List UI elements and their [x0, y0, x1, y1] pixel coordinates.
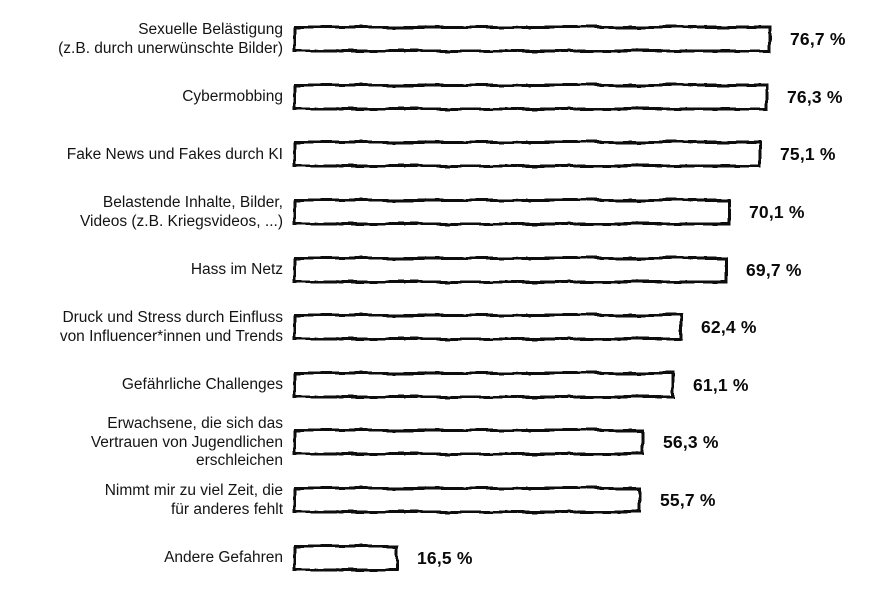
- value-label: 69,7 %: [746, 259, 802, 280]
- chart-row: [0, 357, 870, 415]
- category-label: Hass im Netz: [190, 260, 283, 278]
- category-label: Andere Gefahren: [164, 548, 283, 566]
- category-label: Nimmt mir zu viel Zeit, die für anderes fehlt: [104, 481, 283, 518]
- category-label: Sexuelle Belästigung (z.B. durch unerwünschte Bilder): [58, 20, 283, 57]
- bar: [291, 138, 764, 171]
- value-label: 55,7 %: [660, 490, 716, 511]
- bar: [291, 23, 774, 56]
- chart-row: [0, 241, 870, 299]
- value-label: 56,3 %: [663, 432, 719, 453]
- chart-row: [0, 529, 870, 587]
- category-label: Erwachsene, die sich das Vertrauen von Jugendlichen erschleichen: [90, 414, 283, 470]
- chart-row: [0, 472, 870, 530]
- bar: [291, 369, 677, 402]
- bar: [291, 311, 685, 344]
- value-label: 70,1 %: [749, 202, 805, 223]
- chart-row: [0, 414, 870, 472]
- chart-row: [0, 184, 870, 242]
- category-label: Fake News und Fakes durch KI: [66, 145, 283, 163]
- category-label: Belastende Inhalte, Bilder, Videos (z.B. Kriegsvideos, ...): [79, 193, 283, 230]
- value-label: 61,1 %: [693, 374, 749, 395]
- category-label: Cybermobbing: [182, 87, 283, 105]
- value-label: 16,5 %: [417, 547, 473, 568]
- value-label: 62,4 %: [701, 317, 757, 338]
- value-label: 76,7 %: [790, 29, 846, 50]
- value-label: 76,3 %: [787, 86, 843, 107]
- bar: [291, 484, 644, 517]
- bar: [291, 254, 730, 287]
- chart-row: [0, 126, 870, 184]
- chart-row: [0, 299, 870, 357]
- bar: [291, 542, 401, 575]
- bar: [291, 426, 647, 459]
- category-label: Gefährliche Challenges: [121, 375, 283, 393]
- chart-row: [0, 11, 870, 69]
- bar: [291, 81, 771, 114]
- bar: [291, 196, 733, 229]
- value-label: 75,1 %: [780, 144, 836, 165]
- chart-row: [0, 69, 870, 127]
- category-label: Druck und Stress durch Einfluss von Influencer*innen und Trends: [59, 308, 283, 345]
